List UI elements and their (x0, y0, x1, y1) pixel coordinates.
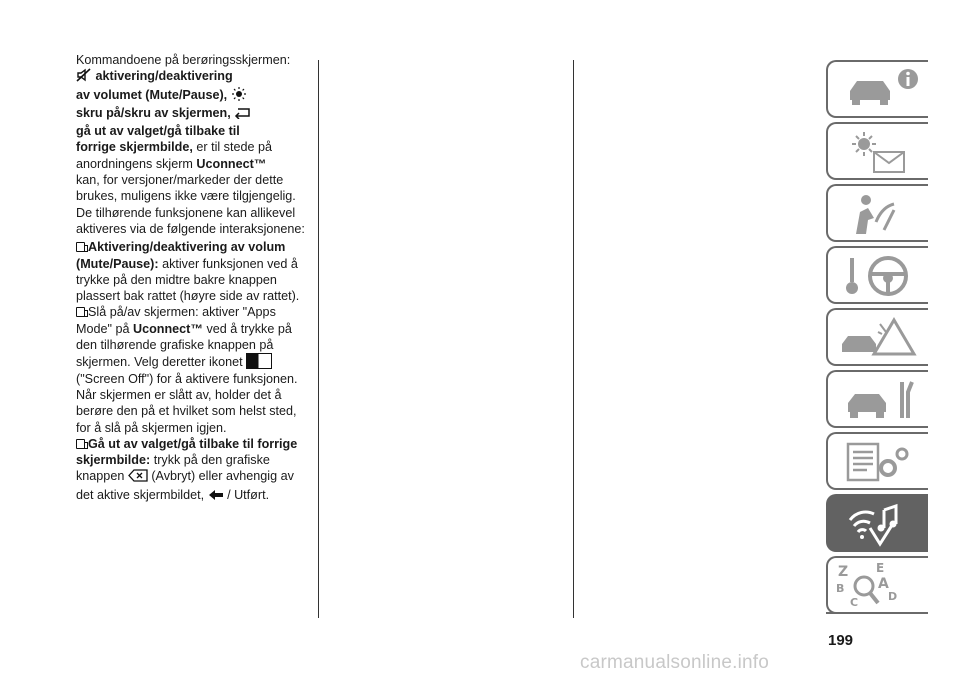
emergency-triangle-icon (836, 314, 926, 362)
body-paragraph: kan, for versjoner/markeder der dette brukes, muligens ikke være tilgjengelig. De tilhørende funksjonene kan allikevel aktiveres via de følgende interaksjonene: (76, 173, 305, 236)
screen-command (76, 105, 314, 123)
bullet-screen-text: ved å trykke på den tilhørende grafiske knappen på skjermen. Velg deretter ikonet (76, 321, 292, 370)
chapter-tabs (826, 60, 928, 618)
svg-text:A: A (878, 576, 889, 592)
warning-light-message-icon (836, 128, 926, 176)
page-number: 199 (828, 632, 854, 649)
tab-bottom-line (826, 612, 928, 614)
bullet-mute-title: Aktivering/deaktivering av volum (Mute/Pause): (76, 240, 286, 271)
column-divider-1 (318, 60, 319, 618)
bullet-screen-text-2: ("Screen Off") for å aktivere funksjonen. Når skjermen er slått av, holder det å berøre den på et hvilket som helst sted, for å slå på skjermen igjen. (76, 371, 298, 435)
bullet-back-text-2: (Avbryt) eller avhengig av det aktive skjermbildet, (76, 469, 294, 502)
back-command-label: gå ut av valget/gå tilbake til (76, 124, 240, 139)
cancel-backspace-icon (128, 469, 148, 486)
tab-starting-driving[interactable] (826, 246, 928, 304)
bullet-screen-brand: Uconnect™ (132, 321, 203, 336)
svg-text:D: D (888, 590, 898, 603)
multimedia-icon (836, 500, 926, 548)
intro-text: Kommandoene på berøringsskjermen: (76, 53, 291, 67)
svg-text:Z: Z (838, 564, 849, 580)
tab-safety[interactable] (826, 184, 928, 242)
bullet-back-text: trykk på den grafiske knappen (76, 453, 270, 484)
tab-index[interactable] (826, 556, 928, 614)
bullet-back-text-3: / Utført. (223, 487, 270, 502)
svg-text:E: E (876, 562, 885, 575)
done-arrow-icon (208, 489, 224, 505)
bullet-back-title: Gå ut av valget/gå tilbake til forrige skjermbilde: (76, 436, 298, 468)
back-command-cont (76, 139, 314, 155)
svg-text:C: C (850, 596, 859, 609)
screen-off-icon (246, 353, 272, 369)
mute-command (76, 68, 314, 86)
text-column (76, 52, 314, 505)
bullet-mute-text: aktiver funksjonen ved å trykke på den midtre bakre knappen plassert bak rattet (høyre side av rattet). (76, 256, 300, 304)
mute-icon (76, 68, 92, 86)
screen-command-label: skru på/skru av skjermen, (76, 105, 231, 120)
mute-command-cont (76, 87, 314, 105)
back-command-rest: er til stede på (192, 140, 272, 155)
technical-data-icon (836, 438, 926, 486)
tab-maintenance[interactable] (826, 370, 928, 428)
car-maintenance-icon (836, 376, 926, 424)
bullet-mute (76, 239, 314, 304)
car-info-icon (836, 66, 926, 114)
screen-brightness-icon (231, 87, 247, 105)
bullet-square-icon (76, 439, 85, 449)
tab-multimedia[interactable] (826, 494, 928, 552)
system-line-text: anordningens skjerm (76, 156, 197, 171)
bullet-square-icon (76, 307, 85, 317)
bullet-screen (76, 304, 314, 435)
mute-command-label: aktivering/deaktivering (95, 69, 233, 84)
bullet-square-icon (76, 242, 85, 252)
watermark: carmanualsonline.info (580, 652, 770, 673)
back-arrow-icon (234, 107, 252, 123)
bullet-back (76, 436, 314, 505)
back-command-label-2: forrige skjermbilde, (76, 140, 193, 155)
tab-emergency[interactable] (826, 308, 928, 366)
seat-airbag-icon (836, 190, 926, 238)
bullet-screen-pre: Slå på/av skjermen: aktiver "Apps Mode" på (76, 305, 276, 336)
system-brand: Uconnect™ (196, 156, 267, 171)
alphabetical-index-icon (836, 562, 926, 610)
svg-text:B: B (836, 582, 845, 595)
tab-technical-data[interactable] (826, 432, 928, 490)
tab-car-info[interactable] (826, 60, 928, 118)
tab-warning-lights[interactable] (826, 122, 928, 180)
mute-command-label-2: av volumet (Mute/Pause), (76, 87, 228, 102)
key-steering-wheel-icon (836, 252, 926, 300)
system-line (76, 156, 314, 172)
back-command (76, 123, 314, 139)
column-divider-2 (573, 60, 574, 618)
